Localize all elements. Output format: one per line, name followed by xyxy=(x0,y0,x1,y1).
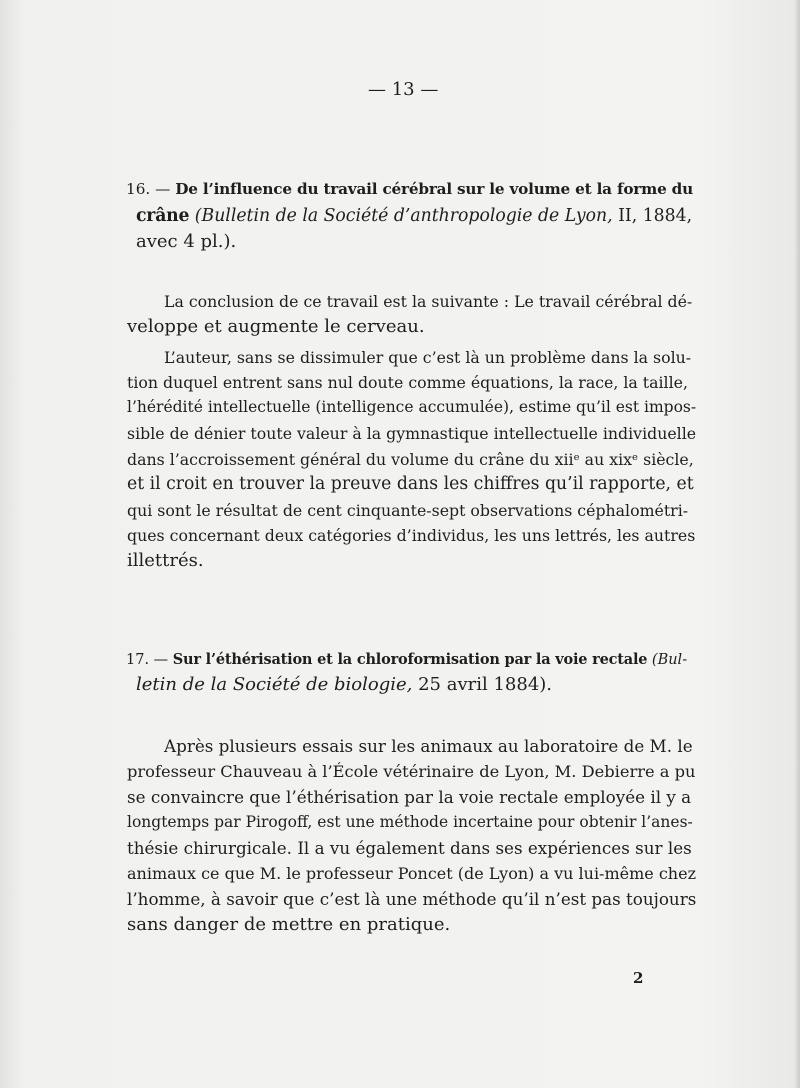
entry-number: 16. xyxy=(126,180,151,198)
entry-title: Sur l’éthérisation et la chloroformisation par la voie rectale xyxy=(172,651,648,668)
page-edge-shadow xyxy=(794,0,800,1088)
publication-details: II, 1884, xyxy=(618,206,693,226)
paragraph-line: L’auteur, sans se dissimuler que c’est là un problème dans la solu- xyxy=(164,348,692,367)
paragraph-line: animaux ce que M. le professeur Poncet (de Lyon) a vu lui-même chez xyxy=(127,864,696,883)
paragraph-line: se convaincre que l’éthérisation par la voie rectale employée il y a xyxy=(127,787,692,807)
paragraph-line: sans danger de mettre en pratique. xyxy=(127,914,451,935)
paragraph-line: illettrés. xyxy=(127,550,204,571)
paragraph-line: longtemps par Pirogoff, est une méthode incertaine pour obtenir l’anes- xyxy=(127,813,693,831)
entry-dash: — xyxy=(155,180,171,198)
paragraph-line: ques concernant deux catégories d’individus, les uns lettrés, les autres xyxy=(127,526,696,545)
paragraph-line: tion duquel entrent sans nul doute comme équations, la race, la taille, xyxy=(127,373,688,392)
entry-title: De l’influence du travail cérébral sur le volume et la forme du xyxy=(175,180,694,198)
paragraph-line: et il croit en trouver la preuve dans les chiffres qu’il rapporte, et xyxy=(127,474,694,494)
entry-dash: — xyxy=(153,652,169,668)
entry-16-title-line-1 xyxy=(126,177,693,203)
entry-17-title-line-2 xyxy=(136,672,552,698)
page-number: — 13 — xyxy=(368,79,439,100)
paragraph-line: dans l’accroissement général du volume du crâne du xiiᵉ au xixᵉ siècle, xyxy=(127,450,694,469)
paragraph-line: Après plusieurs essais sur les animaux au laboratoire de M. le xyxy=(164,736,693,756)
entry-17-title-line-1 xyxy=(126,647,687,674)
entry-title-continued: crâne xyxy=(136,206,190,226)
paragraph-line: l’homme, à savoir que c’est là une méthode qu’il n’est pas toujours xyxy=(127,889,697,909)
publication-reference-continued: letin de la Société de biologie, xyxy=(136,674,413,695)
entry-number: 17. xyxy=(126,652,150,668)
publication-reference: (Bul- xyxy=(651,652,688,668)
paragraph-line: sible de dénier toute valeur à la gymnastique intellectuelle individuelle xyxy=(127,424,697,443)
publication-reference: (Bulletin de la Société d’anthropologie de Lyon, xyxy=(194,206,613,226)
paragraph-line: qui sont le résultat de cent cinquante-sept observations céphalométri- xyxy=(127,501,689,520)
publication-details: 25 avril 1884). xyxy=(418,674,553,695)
entry-16-title-line-2 xyxy=(136,204,692,230)
paragraph-line: l’hérédité intellectuelle (intelligence accumulée), estime qu’il est impos- xyxy=(127,398,697,416)
entry-16-title-line-3 xyxy=(136,229,236,255)
paragraph-line: veloppe et augmente le cerveau. xyxy=(127,316,425,337)
paragraph-line: La conclusion de ce travail est la suivante : Le travail cérébral dé- xyxy=(164,292,693,311)
paragraph-line: professeur Chauveau à l’École vétérinaire de Lyon, M. Debierre a pu xyxy=(127,762,696,781)
signature-mark: 2 xyxy=(633,969,644,987)
publication-details-end: avec 4 pl.). xyxy=(136,231,237,252)
paragraph-line: thésie chirurgicale. Il a vu également dans ses expériences sur les xyxy=(127,838,692,858)
